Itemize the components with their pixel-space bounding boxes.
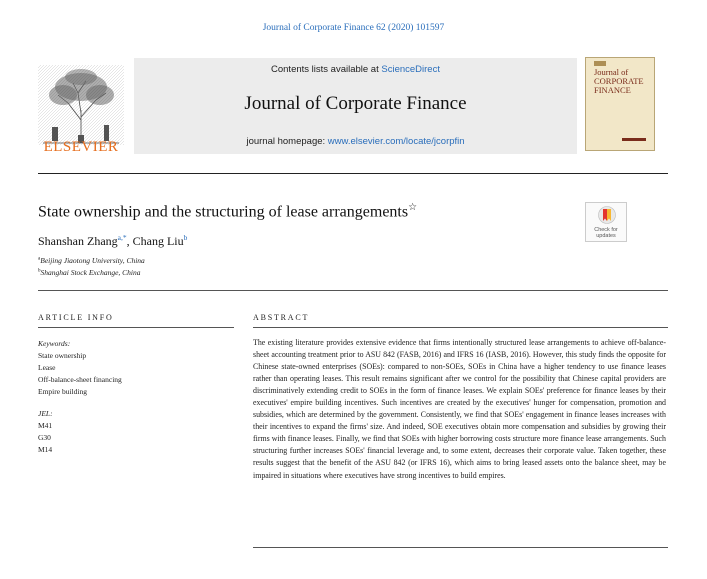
- affiliation-text: Beijing Jiaotong University, China: [40, 256, 145, 265]
- keyword-item: Off-balance-sheet financing: [38, 375, 122, 384]
- affiliation: [38, 268, 140, 277]
- journal-cover-thumbnail[interactable]: [585, 57, 655, 151]
- author-separator: ,: [126, 234, 133, 248]
- header-divider: [38, 173, 668, 174]
- homepage-prefix: journal homepage:: [246, 136, 328, 147]
- keywords-label: Keywords:: [38, 339, 71, 348]
- bookmark-icon: [598, 206, 616, 226]
- cover-bar: [622, 138, 646, 141]
- jel-code: G30: [38, 433, 51, 442]
- affiliation: [38, 256, 145, 265]
- affiliation-mark: a: [38, 256, 41, 262]
- affiliation-text: Shanghai Stock Exchange, China: [40, 268, 141, 277]
- author-list: [38, 233, 187, 249]
- article-info-heading: ARTICLE INFO: [38, 313, 114, 322]
- cover-ornament: [594, 61, 606, 66]
- journal-reference[interactable]: Journal of Corporate Finance 62 (2020) 101597: [262, 23, 445, 33]
- publisher-name[interactable]: ELSEVIER: [43, 139, 119, 155]
- abstract-rule: [253, 327, 668, 328]
- sciencedirect-link[interactable]: ScienceDirect: [381, 64, 440, 75]
- author-name[interactable]: Shanshan Zhang: [38, 234, 118, 248]
- keyword-item: Lease: [38, 363, 56, 372]
- author-name[interactable]: Chang Liu: [132, 234, 184, 248]
- article-title-text: State ownership and the structuring of lease arrangements: [38, 203, 409, 221]
- article-title: [38, 202, 417, 221]
- jel-code: M41: [38, 421, 53, 430]
- affiliation-mark: b: [38, 268, 41, 274]
- check-for-updates-label: Check for updates: [594, 227, 618, 239]
- abstract-body: The existing literature provides extensive evidence that firms intentionally structured lease arrangements to achieve off-balance-sheet accounting treatment prior to ASU 842 (FASB, 2016) and IFRS 16 (IASB, 2016). However, this study finds the opposite for Chinese state-owned enterprises (SOEs): compared to non-SOEs, SOEs in China have a higher tendency to use finance leases rather than operating leases. This result remains significant after we control for the possibility that Chinese capital providers are discriminatively extending credit to SOEs in the form of finance leases. We explain SOEs' preference for finance leases by their executives' empire building incentives. Such incentives are created by the executives' hunger for compensation, promotion and subsidies, which are determined by the government. Consistently, we find that SOEs' engagement in finance leases increases with their incentives to expand the firms' size. And indeed, SOE executives obtain more compensation and subsidies by growing their firms with finance leases. Finally, we find that SOEs with higher borrowing costs structure more finance lease arrangements. Such structuring further increases SOEs' financial leverage and, to some extent, decreases their corporate value. Taken together, these results suggest that the benefit of the ASU 842 (or IFRS 16), which aims to bring leased assets onto the balance sheet, may be impaired in situations where executives have strong incentives to build empires.: [253, 338, 666, 480]
- abstract-bottom-rule: [253, 547, 668, 548]
- journal-title: Journal of Corporate Finance: [244, 93, 467, 114]
- title-footnote-mark[interactable]: ☆: [408, 202, 418, 213]
- author-affil-mark[interactable]: a,*: [117, 233, 127, 242]
- homepage-link[interactable]: www.elsevier.com/locate/jcorpfin: [327, 136, 465, 147]
- abstract-heading: ABSTRACT: [253, 313, 310, 322]
- keyword-item: Empire building: [38, 387, 87, 396]
- homepage-line: [134, 136, 577, 147]
- jel-code: M14: [38, 445, 53, 454]
- keyword-item: State ownership: [38, 351, 87, 360]
- article-info-rule: [38, 327, 234, 328]
- contents-line: [134, 64, 577, 75]
- jel-label: JEL:: [38, 409, 53, 418]
- contents-prefix: Contents lists available at: [271, 64, 382, 75]
- section-divider: [38, 290, 668, 291]
- author-affil-mark[interactable]: b: [183, 233, 188, 242]
- cover-title: Journal of CORPORATE FINANCE: [594, 67, 644, 95]
- check-for-updates-button[interactable]: [585, 202, 627, 242]
